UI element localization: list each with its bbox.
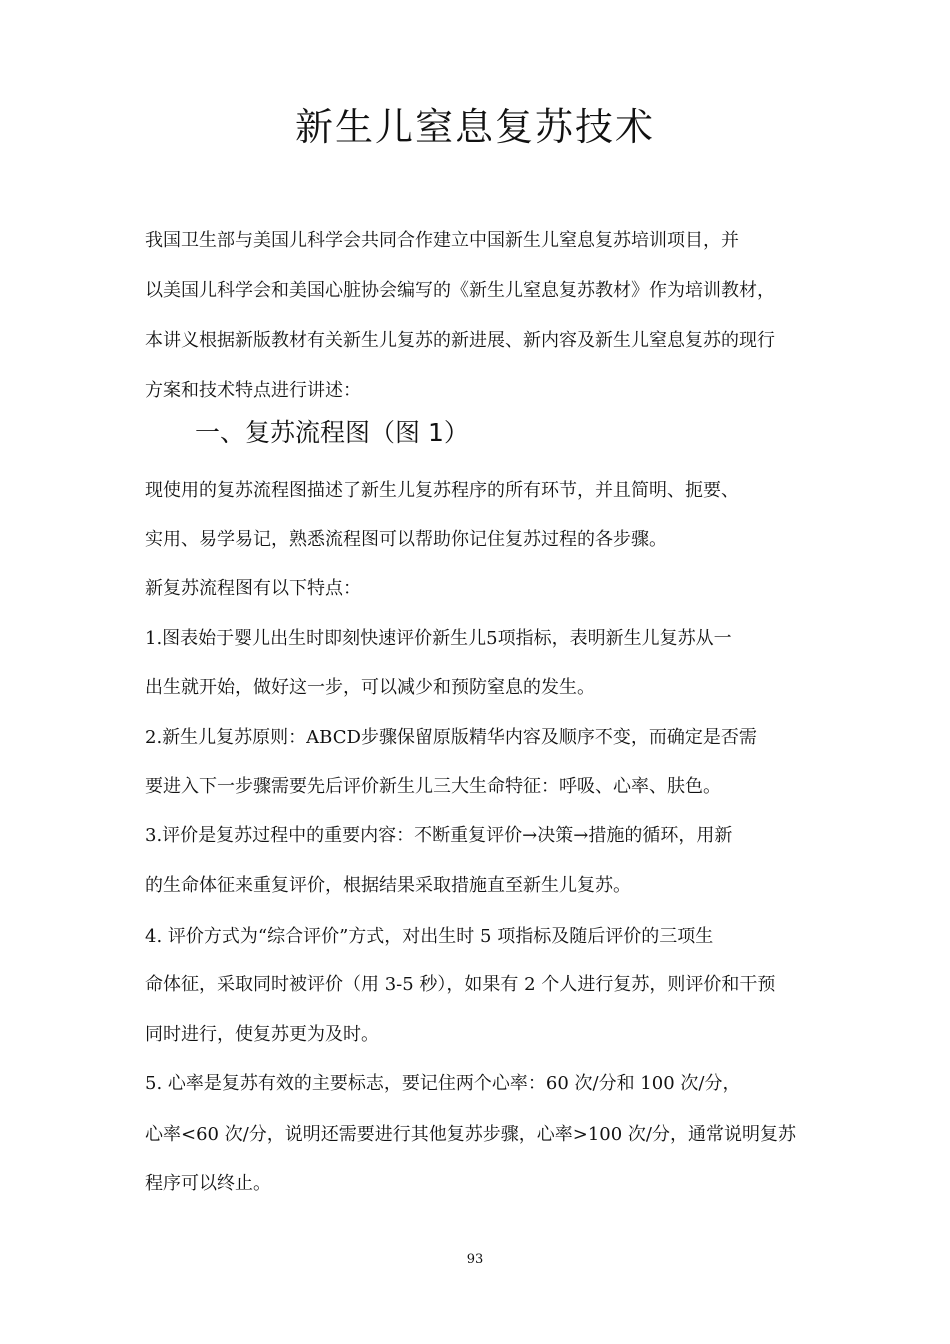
body-line: 实用、易学易记，熟悉流程图可以帮助你记住复苏过程的各步骤。 <box>145 529 667 550</box>
body-line: 1.图表始于婴儿出生时即刻快速评价新生儿5项指标，表明新生儿复苏从一 <box>145 628 732 649</box>
intro-line: 本讲义根据新版教材有关新生儿复苏的新进展、新内容及新生儿窒息复苏的现行 <box>145 330 775 351</box>
body-line: 命体征，采取同时被评价（用 3-5 秒），如果有 2 个人进行复苏，则评价和干预 <box>145 974 776 995</box>
body-line: 的生命体征来重复评价，根据结果采取措施直至新生儿复苏。 <box>145 875 631 896</box>
intro-line: 方案和技术特点进行讲述： <box>145 380 361 401</box>
page-number: 93 <box>466 1252 484 1267</box>
body-line: 4. 评价方式为“综合评价”方式，对出生时 5 项指标及随后评价的三项生 <box>145 926 714 947</box>
page-title: 新生儿窒息复苏技术 <box>294 105 655 149</box>
body-line: 要进入下一步骤需要先后评价新生儿三大生命特征：呼吸、心率、肤色。 <box>145 776 721 797</box>
body-line: 出生就开始，做好这一步，可以减少和预防窒息的发生。 <box>145 677 595 698</box>
body-line: 同时进行，使复苏更为及时。 <box>145 1024 379 1045</box>
section-heading: 一、复苏流程图（图 1） <box>195 418 469 447</box>
body-line: 新复苏流程图有以下特点： <box>145 578 361 599</box>
body-line: 程序可以终止。 <box>145 1173 271 1194</box>
body-line: 5. 心率是复苏有效的主要标志，要记住两个心率：60 次/分和 100 次/分， <box>145 1073 741 1094</box>
intro-line: 我国卫生部与美国儿科学会共同合作建立中国新生儿窒息复苏培训项目，并 <box>145 230 739 251</box>
body-line: 现使用的复苏流程图描述了新生儿复苏程序的所有环节，并且简明、扼要、 <box>145 480 739 501</box>
body-line: 2.新生儿复苏原则：ABCD步骤保留原版精华内容及顺序不变，而确定是否需 <box>145 727 757 748</box>
body-line: 心率<60 次/分，说明还需要进行其他复苏步骤，心率>100 次/分，通常说明复苏 <box>145 1124 796 1145</box>
intro-line: 以美国儿科学会和美国心脏协会编写的《新生儿窒息复苏教材》作为培训教材， <box>145 280 775 301</box>
body-line: 3.评价是复苏过程中的重要内容：不断重复评价→决策→措施的循环，用新 <box>145 825 733 846</box>
